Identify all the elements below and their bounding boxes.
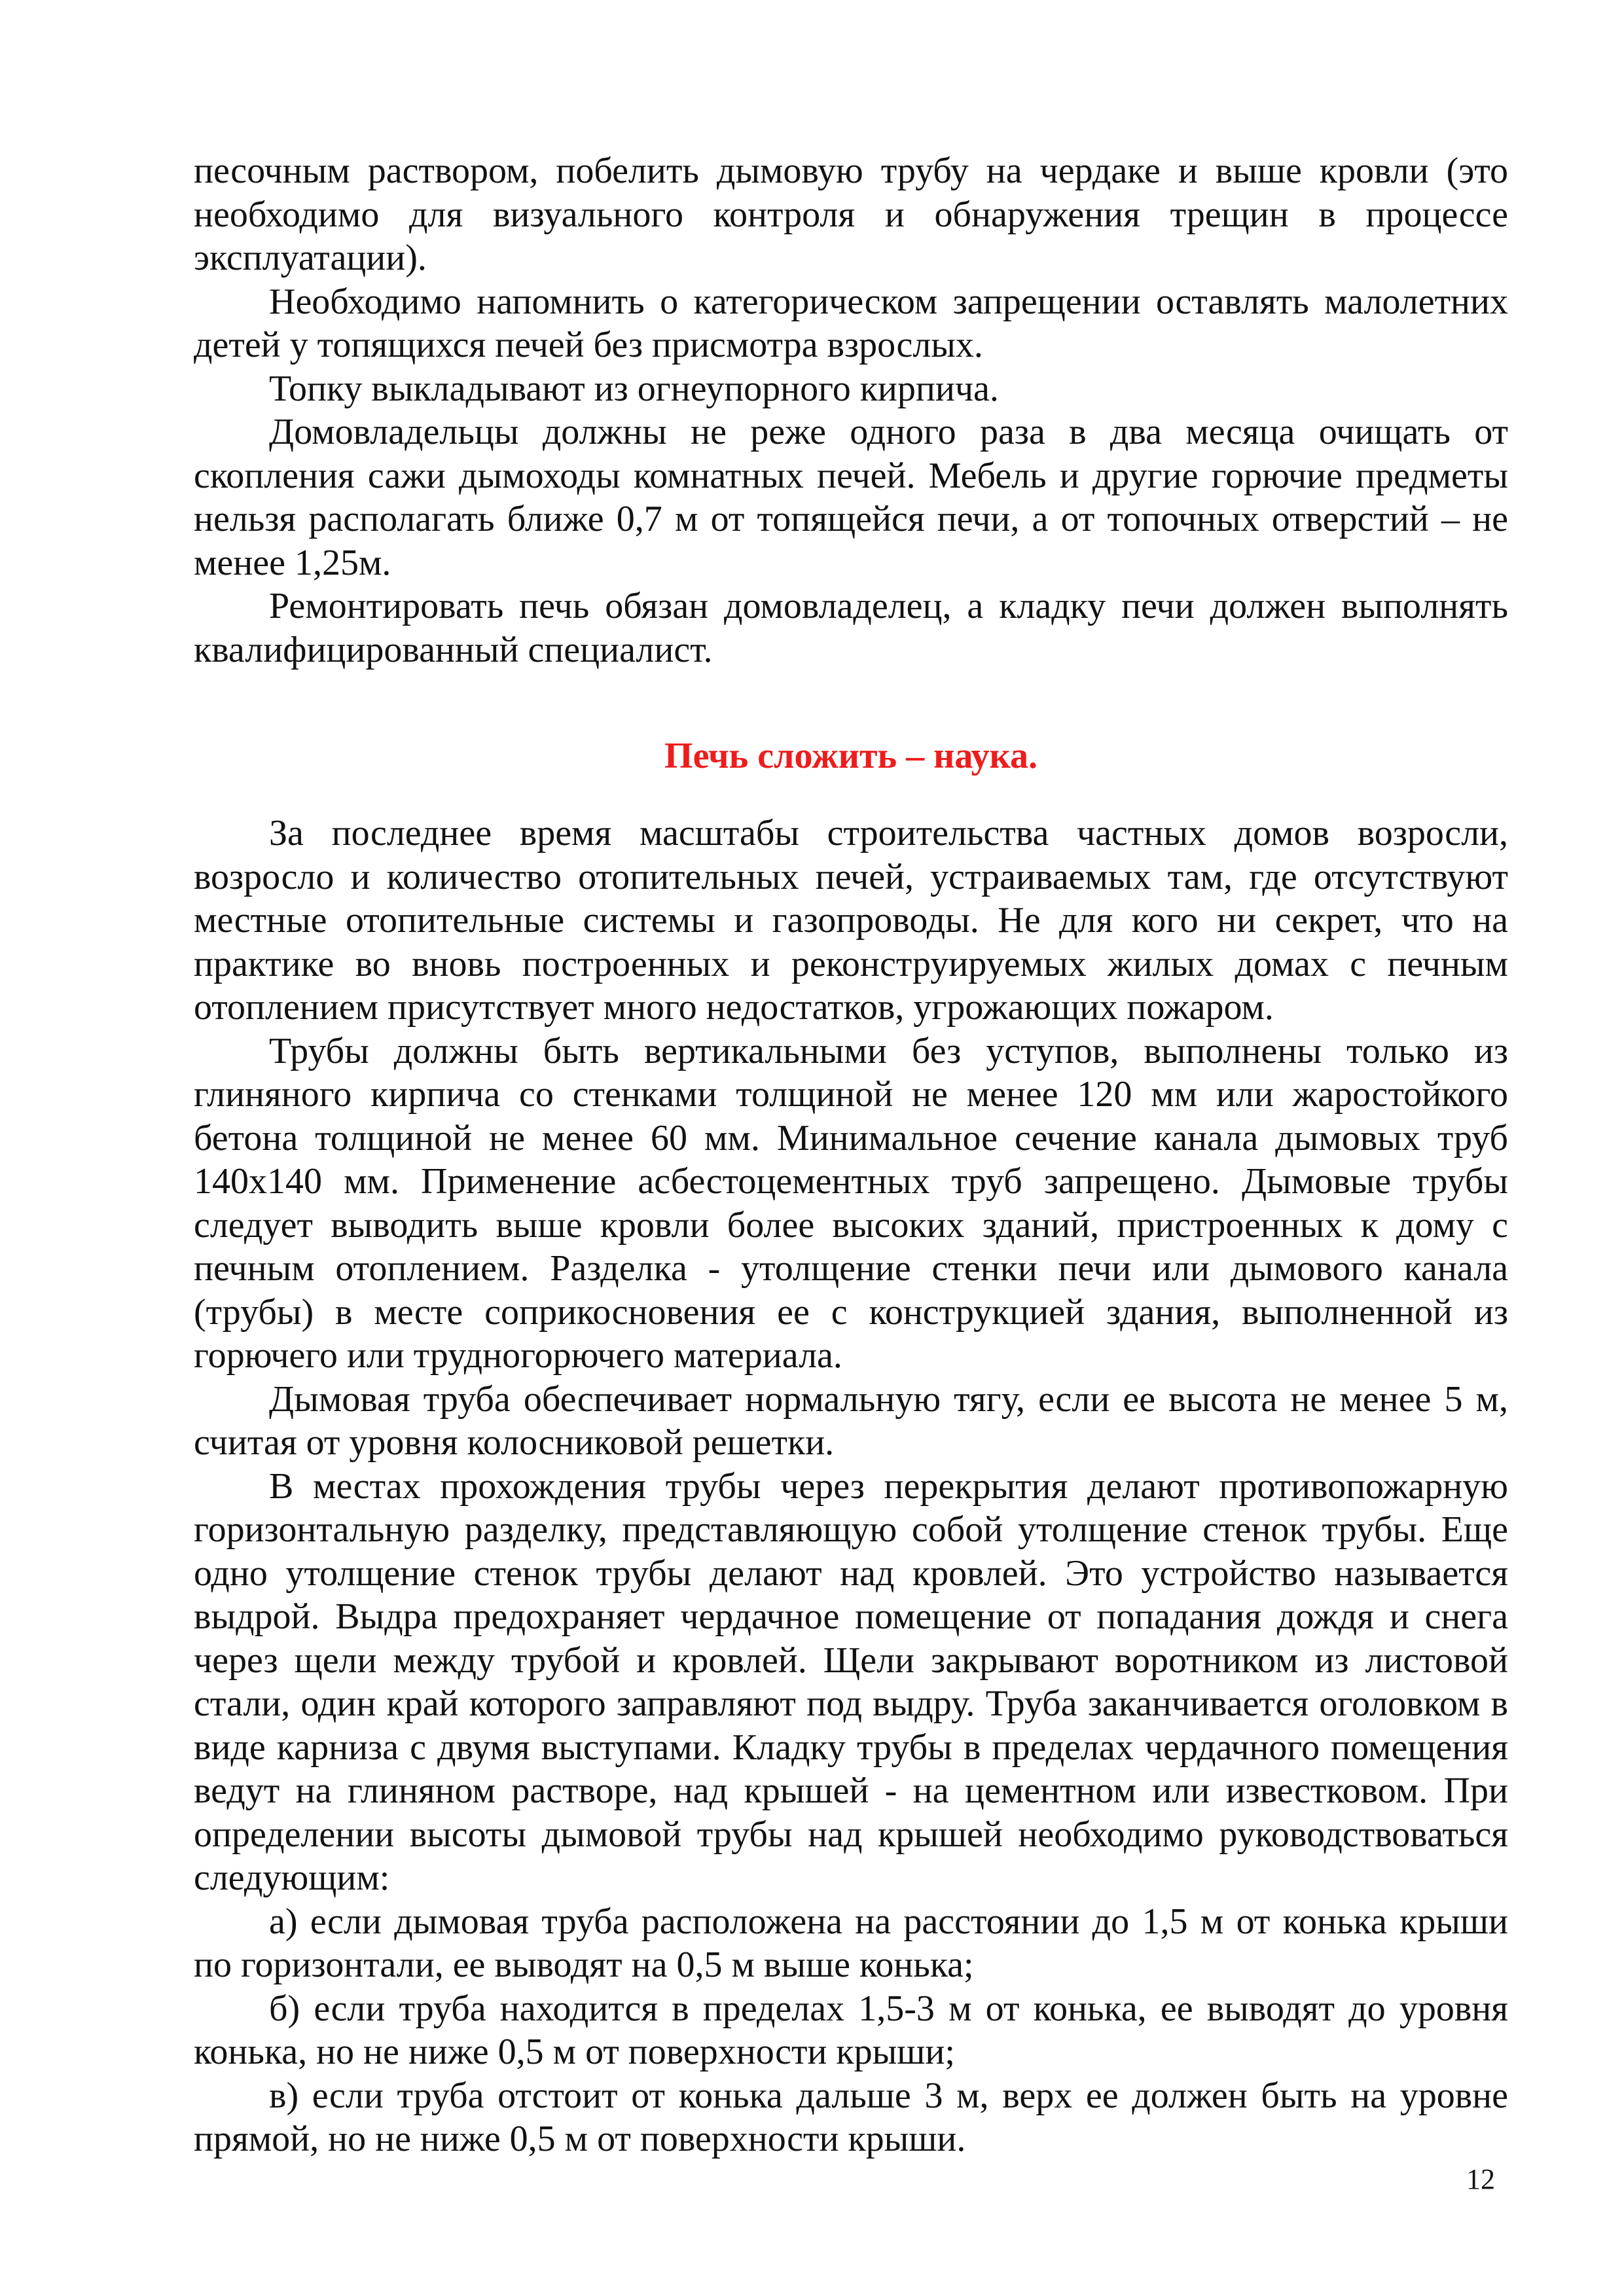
paragraph-firebox-brick: Топку выкладывают из огнеупорного кирпича. (269, 368, 999, 409)
page-content (194, 149, 1508, 2161)
paragraph-continuation: песочным раствором, побелить дымовую трубу на чердаке и выше кровли (это необходимо для визуального контроля и обнаружения трещин в процессе эксплуатации). (194, 151, 1508, 278)
page-number: 12 (1466, 2163, 1495, 2195)
list-item-c: в) если труба отстоит от конька дальше 3 м, верх ее должен быть на уровне прямой, но не ниже 0,5 м от поверхности крыши. (194, 2075, 1508, 2159)
list-item-a: а) если дымовая труба расположена на расстоянии до 1,5 м от конька крыши по горизонтали, ее выводят на 0,5 м выше конька; (194, 1901, 1508, 1985)
list-item-b: б) если труба находится в пределах 1,5-3 м от конька, ее выводят до уровня конька, но не ниже 0,5 м от поверхности крыши; (194, 1988, 1508, 2072)
paragraph-children-warning: Необходимо напомнить о категорическом запрещении оставлять малолетних детей у топящихся печей без присмотра взрослых. (194, 281, 1508, 365)
section-heading: Печь сложить – наука. (664, 736, 1038, 776)
paragraph-pipe-requirements: Трубы должны быть вертикальными без уступов, выполнены только из глиняного кирпича со стенками толщиной не менее 120 мм или жаростойкого бетона толщиной не менее 60 мм. Минимальное сечение канала дымовых труб 140х140 мм. Применение асбестоцементных труб запрещено. Дымовые трубы следует выводить выше кровли более высоких зданий, пристроенных к дому с печным отоплением. Разделка - утолщение стенки печи или дымового канала (трубы) в месте соприкосновения ее с конструкцией здания, выполненной из горючего или трудногорючего материала. (194, 1030, 1508, 1376)
paragraph-otter-description: В местах прохождения трубы через перекрытия делают противопожарную горизонтальную разделку, представляющую собой утолщение стенок трубы. Еще одно утолщение стенок трубы делают над кровлей. Это устройство называется выдрой. Выдра предохраняет чердачное помещение от попадания дождя и снега через щели между трубой и кровлей. Щели закрывают воротником из листовой стали, один край которого заправляют под выдру. Труба заканчивается оголовком в виде карниза с двумя выступами. Кладку трубы в пределах чердачного помещения ведут на глиняном растворе, над крышей - на цементном или известковом. При определении высоты дымовой трубы над крышей необходимо руководствоваться следующим: (194, 1465, 1508, 1898)
paragraph-construction-growth: За последнее время масштабы строительства частных домов возросли, возросло и количество отопительных печей, устраиваемых там, где отсутствуют местные отопительные системы и газопроводы. Не для кого ни секрет, что на практике во вновь построенных и реконструируемых жилых домах с печным отоплением присутствует много недостатков, угрожающих пожаром. (194, 813, 1508, 1028)
paragraph-chimney-draft: Дымовая труба обеспечивает нормальную тягу, если ее высота не менее 5 м, считая от уровня колосниковой решетки. (194, 1378, 1508, 1463)
paragraph-repair: Ремонтировать печь обязан домовладелец, а кладку печи должен выполнять квалифицированный специалист. (194, 586, 1508, 670)
paragraph-chimney-cleaning: Домовладельцы должны не реже одного раза в два месяца очищать от скопления сажи дымоходы комнатных печей. Мебель и другие горючие предметы нельзя располагать ближе 0,7 м от топящейся печи, а от топочных отверстий – не менее 1,25м. (194, 412, 1508, 583)
